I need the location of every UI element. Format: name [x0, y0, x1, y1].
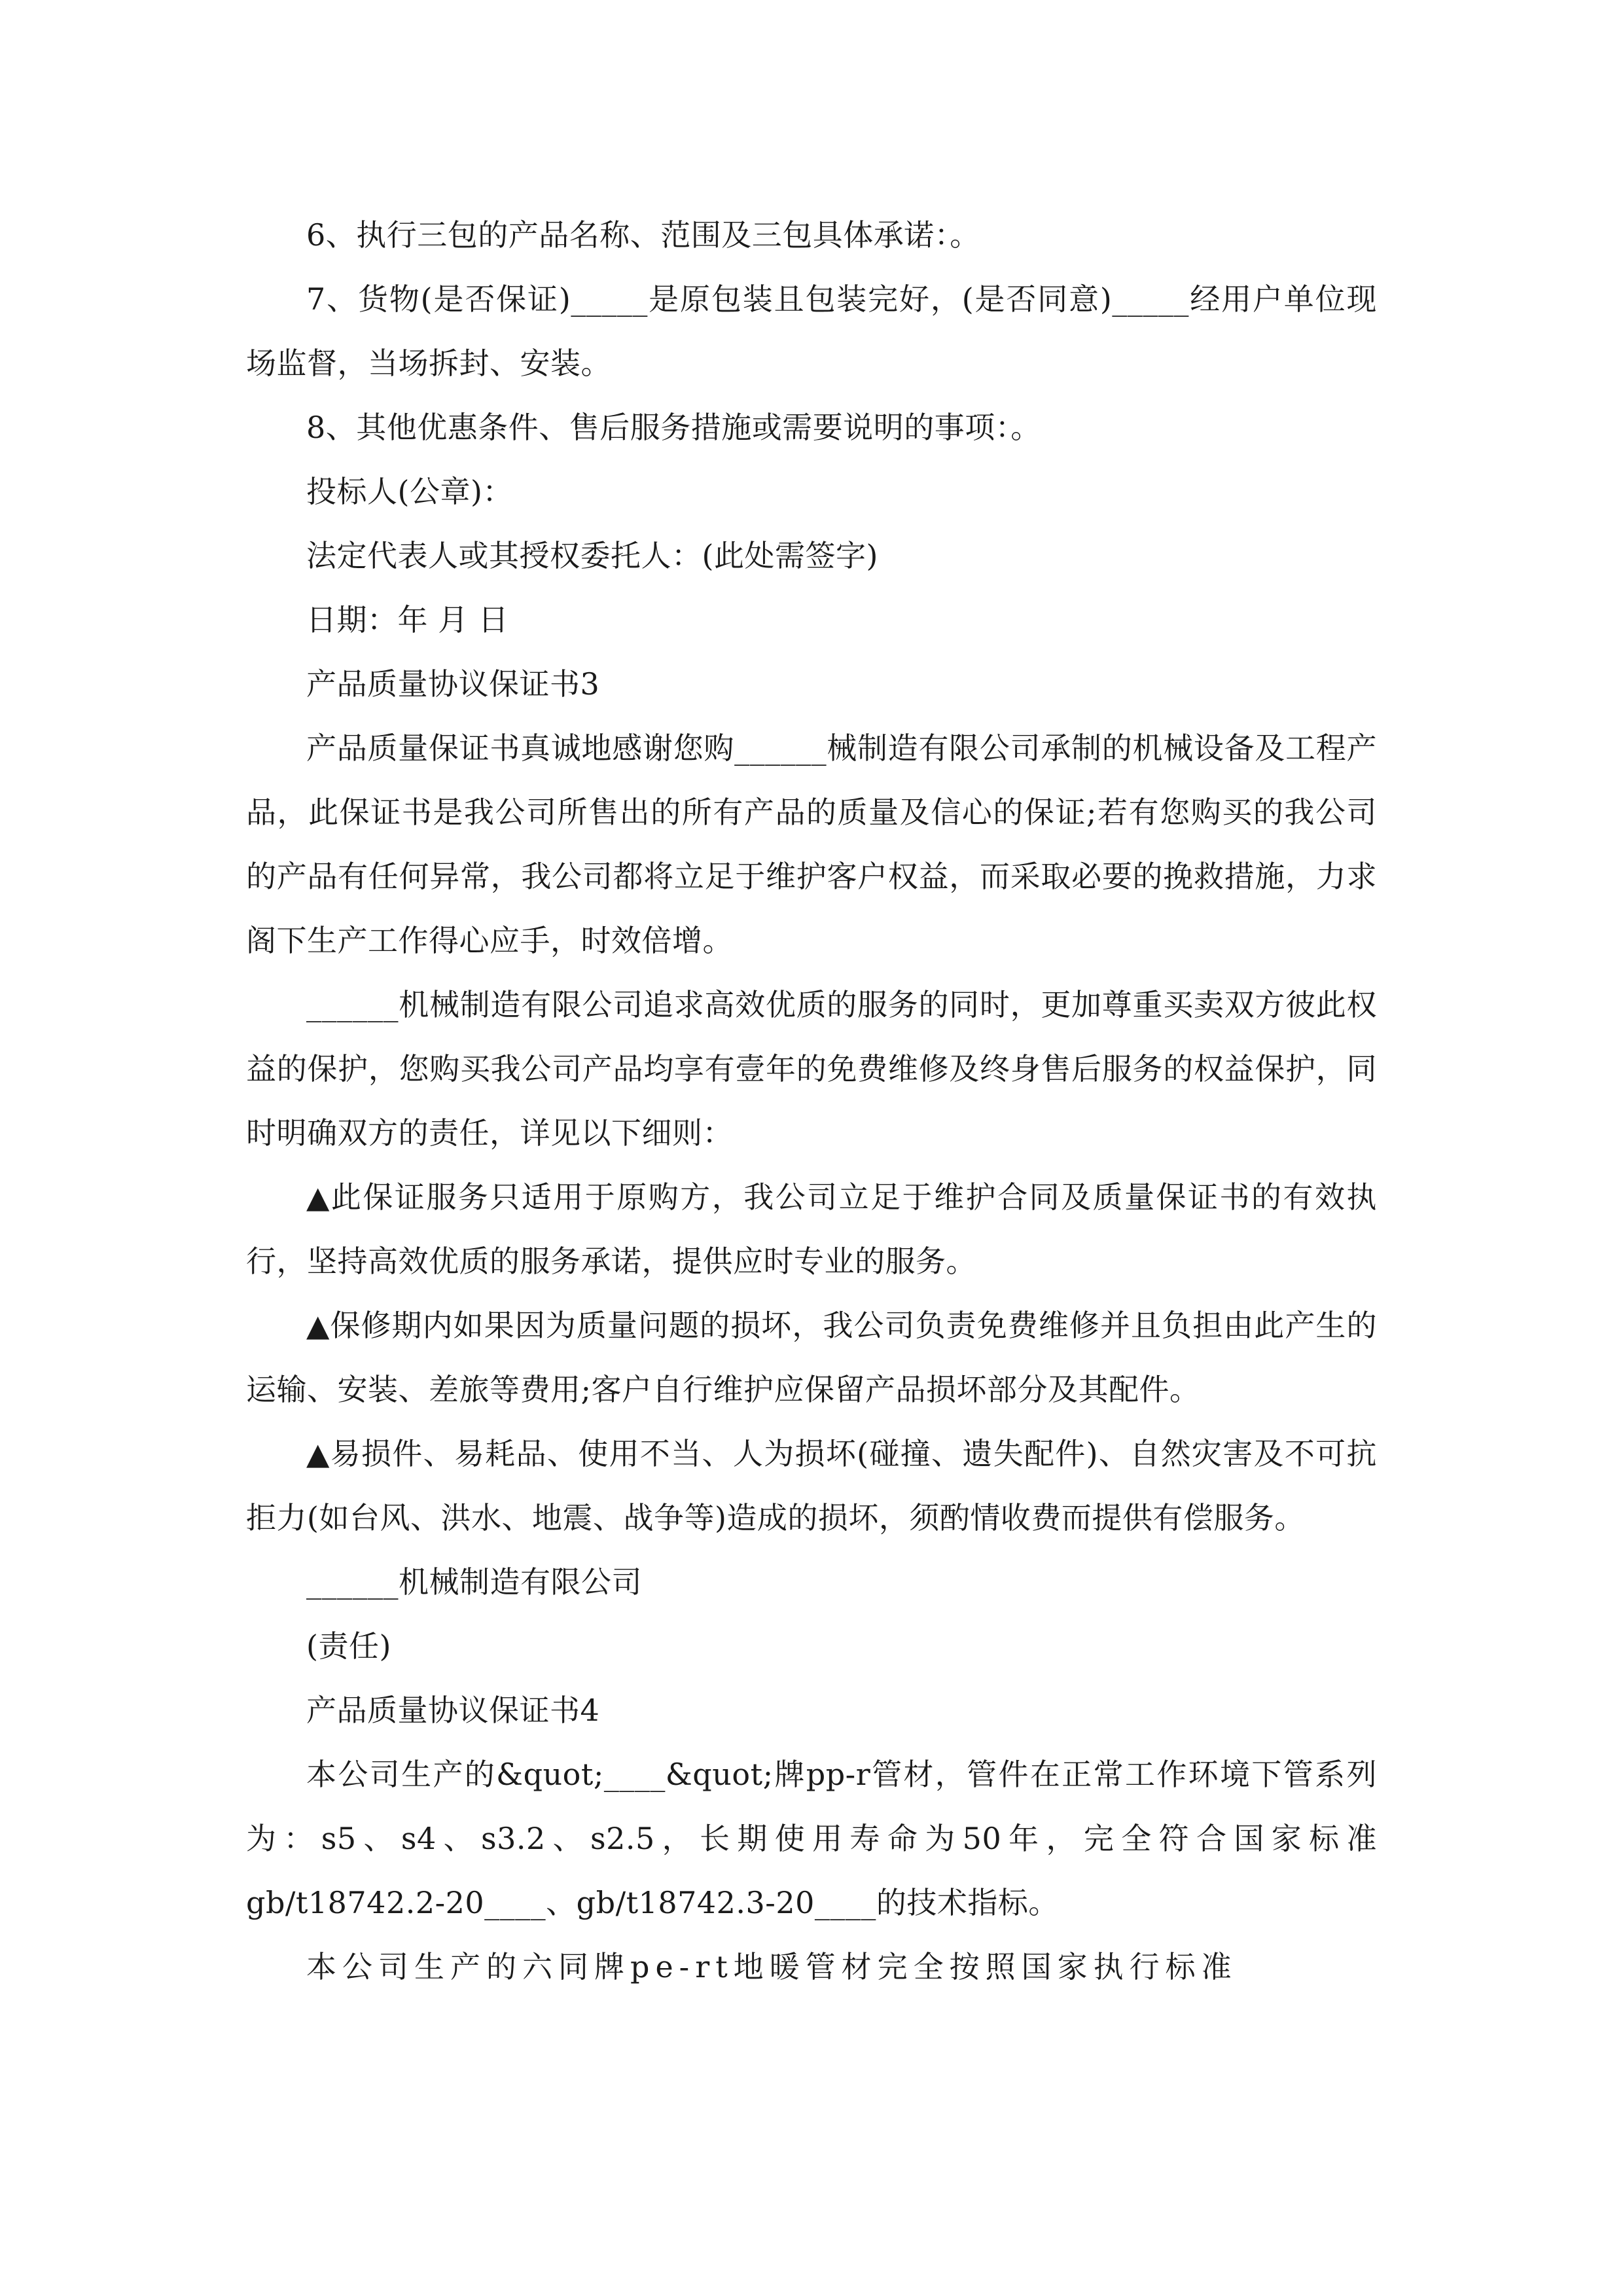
legal-representative-line: 法定代表人或其授权委托人：(此处需签字) — [306, 538, 878, 573]
section-heading-4: 产品质量协议保证书4 — [306, 1693, 600, 1728]
section-4-floor-heating-paragraph: 本公司生产的六同牌pe-rt地暖管材完全按照国家执行标准 — [306, 1949, 1238, 1984]
responsibility-line: (责任) — [306, 1628, 391, 1664]
rule-item-2: ▲保修期内如果因为质量问题的损坏，我公司负责免费维修并且负担由此产生的运输、安装、差旅等费用;客户自行维护应保留产品损坏部分及其配件。 — [246, 1308, 1377, 1407]
company-signature-line: ______机械制造有限公司 — [306, 1564, 642, 1600]
rule-item-3: ▲易损件、易耗品、使用不当、人为损坏(碰撞、遗失配件)、自然灾害及不可抗拒力(如台风、洪水、地震、战争等)造成的损坏，须酌情收费而提供有偿服务。 — [246, 1436, 1377, 1535]
section-heading-3: 产品质量协议保证书3 — [306, 666, 600, 702]
paragraph-item-6: 6、执行三包的产品名称、范围及三包具体承诺：。 — [306, 217, 980, 253]
document-body — [246, 203, 1377, 1999]
section-3-service-paragraph: ______机械制造有限公司追求高效优质的服务的同时，更加尊重买卖双方彼此权益的保护，您购买我公司产品均享有壹年的免费维修及终身售后服务的权益保护，同时明确双方的责任，详见以下细则： — [246, 987, 1377, 1151]
date-line: 日期：年 月 日 — [306, 602, 509, 637]
section-4-pipe-paragraph: 本公司生产的&quot;____&quot;牌pp-r管材，管件在正常工作环境下管系列为：s5、s4、s3.2、s2.5，长期使用寿命为50年，完全符合国家标准gb/t18742.2-20____、gb/t18742.3-20____的技术指标。 — [246, 1757, 1377, 1920]
paragraph-item-7: 7、货物(是否保证)_____是原包装且包装完好，(是否同意)_____经用户单位现场监督，当场拆封、安装。 — [246, 281, 1377, 381]
paragraph-item-8: 8、其他优惠条件、售后服务措施或需要说明的事项：。 — [306, 410, 1041, 445]
rule-item-1: ▲此保证服务只适用于原购方，我公司立足于维护合同及质量保证书的有效执行，坚持高效优质的服务承诺，提供应时专业的服务。 — [246, 1179, 1377, 1279]
section-3-intro-paragraph: 产品质量保证书真诚地感谢您购______械制造有限公司承制的机械设备及工程产品，此保证书是我公司所售出的所有产品的质量及信心的保证;若有您购买的我公司的产品有任何异常，我公司都将立足于维护客户权益，而采取必要的挽救措施，力求阁下生产工作得心应手，时效倍增。 — [246, 730, 1377, 958]
bidder-seal-line: 投标人(公章)： — [306, 474, 513, 509]
